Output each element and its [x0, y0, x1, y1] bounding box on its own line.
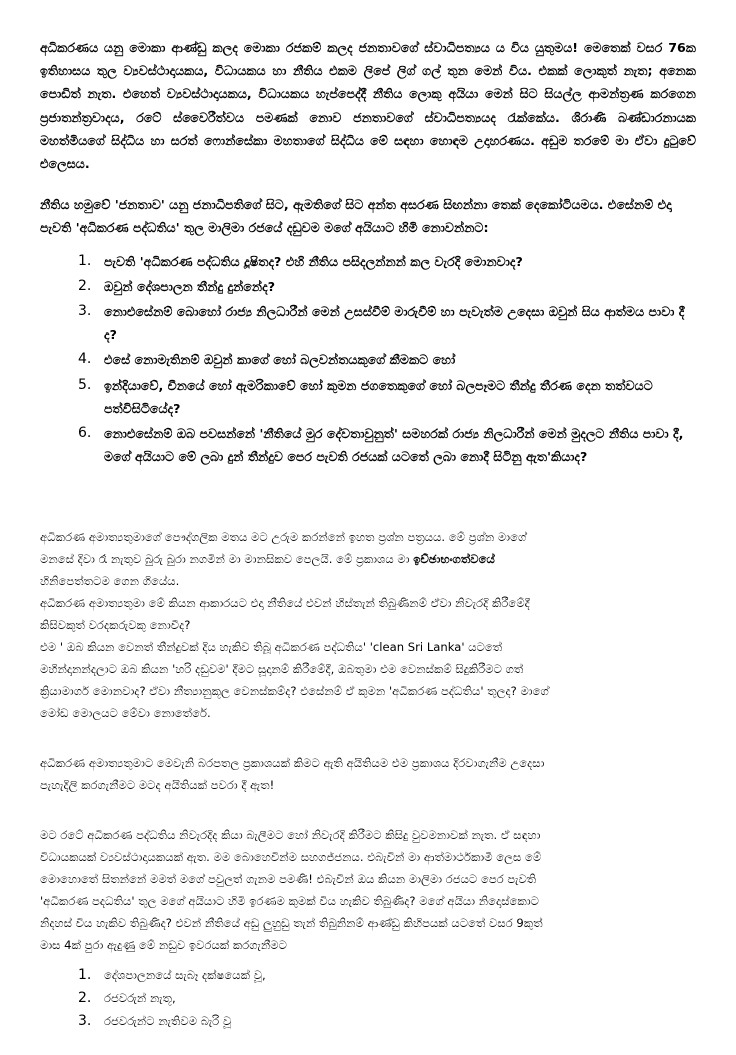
list-item	[78, 422, 696, 468]
list-item-text: රජවරුන්ට නැතිවම බැරි වූ	[104, 1014, 232, 1029]
list-item	[78, 1010, 696, 1033]
text-line: විධායකයක් ව්‍යවස්ථාදායකයක් ඇත. මම බොහෙවින්ම සහගජ්ජනය. එබැවින් මා ආත්මාර්ථකාමී ලෙස මේ	[40, 850, 542, 865]
list-number: 3.	[78, 1013, 92, 1030]
list-item-text: පැවති 'අධිකරණ පද්ධතිය දූෂිතද? එහි නීතිය පසිදලන්නන් කල වැරදි මොනවාද?	[104, 253, 523, 269]
text-line: අධිකරණ අමාත්‍යතුමා මේ කියන ආකාරයට එදා නීතියේ එවන් හිස්තැන් තිබුණිනම් ඒවා නිවැරදි කිරීමේදී	[40, 596, 530, 611]
list-item	[78, 964, 696, 987]
list-item	[78, 987, 696, 1010]
list-item-text: ඔවුන් දේශපාලන තීන්දු දුන්නේද?	[104, 278, 276, 294]
list-number: 4.	[78, 351, 92, 368]
text-span: මනසේ දිවා රෑ නැතුව බුරු බුරා නගමින් මා මානසිකව පෙලයි. මේ ප්‍රකාශය මා	[40, 552, 410, 567]
text-line: පැහැදිලි කරගැනීමට මටද අයිතියක් පවරා දී ඇත!	[40, 778, 275, 793]
text-line: මට රටේ අධිකරණ පද්ධතිය නිවැරදිද කියා බැලීමට හෝ නිවැරදි කිරීමට කිසිදු වුවමනාවක් නැත. ඒ සඳහා	[40, 828, 541, 843]
list-item-text: දේශපාලනයේ සැබෑ දක්ෂයෙක් වූ,	[104, 968, 266, 983]
text-line: කිසිවකුත් වරදකරුවකු නොවීද?	[40, 618, 191, 633]
list-item	[78, 374, 696, 420]
list-number: 2.	[78, 277, 92, 294]
list-item-text: රජවරුන් නැතූ,	[104, 991, 176, 1006]
text-line: අධිකරණ අමාත්‍යතුමාගේ පෞද්ගලික මතය මට උරුම කරන්නේ ඉහත ප්‍රශ්න පත්‍රයය. මේ ප්‍රශ්න මාගේ	[40, 530, 527, 545]
text-line: නිදහස් විය හැකිව තිබුණිද? එවන් නීතියේ අඩු ලුහුඩු තැන් තිබුනිනම් ආණ්ඩු කිහිපයක් යටතේ වසර 9කුත්	[40, 916, 543, 931]
list-number: 1.	[78, 252, 92, 269]
text-line: එම ' ඔබ කියන වෙනත් තීන්දුවක් දිය හැකිව තිබූ අධිකරණ පද්ධතිය' 'clean Sri Lanka' යටතේ	[40, 640, 503, 655]
text-line: 'අධිකරණ පදධතිය' තුල මගේ අයියාට හිමි ඉරණම කුමක් විය හැකිව තිබුණිද? මගේ අයියා නිදොස්කොට	[40, 894, 539, 909]
paragraph-people: නීතිය හමුවේ 'ජනතාව' යනු ජනාධිපතිගේ සිට, ඇමතිගේ සිට අන්ත අසරණ සිඟන්නා තෙක් දෙකෝටියමය. එසේනම් එදා පැවති 'අධිකරණ පද්ධතිය' තුල මාලිමා රජයේ දඩුවම මගේ අයියාට හිමි නොවන්නට:	[40, 197, 672, 236]
list-number: 2.	[78, 990, 92, 1007]
emphasis-text: ඉච්ඡාභංගත්වයේ	[413, 552, 495, 567]
paragraph-minister-opinion	[40, 526, 696, 724]
text-line	[40, 548, 696, 570]
text-line: මහින්දානන්දලාට ඔබ කියන 'හරි දඩුවම' දීමට සූදානම් කිරීමේදී, ඔබතුමා එම වෙනස්කම් සිදුකිරීමට ගත්	[40, 662, 524, 677]
list-number: 3.	[78, 303, 92, 320]
paragraph-family-concern	[40, 824, 696, 956]
paragraph-right-to-clarify	[40, 752, 696, 796]
text-line: මොහොතේ සිතන්නේ මමත් මගේ පවුලත් ගැනම පමණි! එබැවින් ඔය කියන මාලිමා රජයට පෙර පැවති	[40, 872, 537, 887]
list-item-text: ඉන්දියාවේ, චීනයේ හෝ ඇමරිකාවේ හෝ කුමන ජගතෙකුගේ හෝ බලපෑමට තීන්දු තීරණ දෙන තත්වයට පත්විසිටියේද?	[104, 377, 653, 416]
list-item	[78, 300, 696, 346]
question-list	[40, 250, 696, 469]
text-line: මෝඩ මොලයට මේවා නොතේරේ.	[40, 706, 211, 721]
text-line: මාස 4ක් පුරා ඇදුණු මේ නඩුව ඉවරයක් කරගැනීමට	[40, 938, 287, 953]
list-number: 1.	[78, 967, 92, 984]
list-item-text: එසේ නොමැතිනම් ඔවුන් කාගේ හෝ බලවන්තයකුගේ කීමකට හෝ	[104, 352, 456, 368]
paragraph-intro: අධිකරණය යනු මොකා ආණ්ඩු කලද මොකා රජකම් කලද ජනතාවගේ ස්වාධිපත්‍යය ය විය යුතුමය! මෙතෙක් වසර 76ක ඉතිහාසය තුල ව්‍යවස්ථාදායකය, විධායකය හා නීතිය එකම ලිපේ ලිග් ගල් තුන මෙන් විය. එකක් ලොකුත් නැත; අනෙක පොඩිත් නැත. එහෙත් ව්‍යවස්ථාදායකය, විධායකය හැප්පෙද්දී නීතිය ලොකු අයියා මෙන් සිට සියල්ල ආමන්ත්‍රණ කරගෙන ප්‍රජාතන්ත්‍රවාදය, රටේ ස්වෛරීත්වය පමණක් නොව ජනතාවගේ ස්වාධිපත්‍යයද රැක්කේය. ශිරාණි බණ්ඩාරනායක මහත්මියගේ සිද්ධිය හා සරත් ෆොන්සේකා මහතාගේ සිද්ධිය මේ සඳහා හොඳම උදාහරණය. අඩුම තරමේ මා ඒවා දුටුවේ එලෙසය.	[40, 40, 696, 172]
list-item	[78, 348, 696, 371]
text-line: ක්‍රියාමාර්ග මොනවාද? ඒවා නීත්‍යානුකූල වෙනස්කම්ද? එසේනම් ඒ කුමන 'අධිකරණ පද්ධතිය' තුලද? මාගේ	[40, 684, 549, 699]
final-list	[40, 964, 696, 1033]
list-number: 5.	[78, 376, 92, 393]
text-line: හිනිපෙත්තටම ගෙන ගියේය.	[40, 574, 180, 589]
list-item-text: නොඑසේනම් ඔබ පවසන්නේ 'නීතියේ මුර දේවතාවුනුත්' සමහරක් රාජ්‍ය නිලධාරීන් මෙන් මුදලට නීතිය පාවා දී, මගේ අයියාට මේ ලබා දුන් තීන්දුව පෙර පැවති රජයක් යටතේ ලබා නොදී සිටිනු ඇත'කියාද?	[104, 426, 684, 465]
list-item	[78, 275, 696, 298]
list-item	[78, 250, 696, 273]
text-line: අධිකරණ අමාත්‍යතුමාට මෙවැනි බරපතල ප්‍රකාශයක් කිමට ඇති අයිතියම එම ප්‍රකාශය දිරවාගැනීම උදෙසා	[40, 756, 545, 771]
list-number: 6.	[78, 425, 92, 442]
list-item-text: නොඑසේනම් බොහෝ රාජ්‍ය නිලධාරීන් මෙන් උසස්වීම් මාරුවීම් හා පැවැත්ම උදෙසා ඔවුන් සිය ආත්මය පාවා දී ද?	[104, 304, 685, 343]
